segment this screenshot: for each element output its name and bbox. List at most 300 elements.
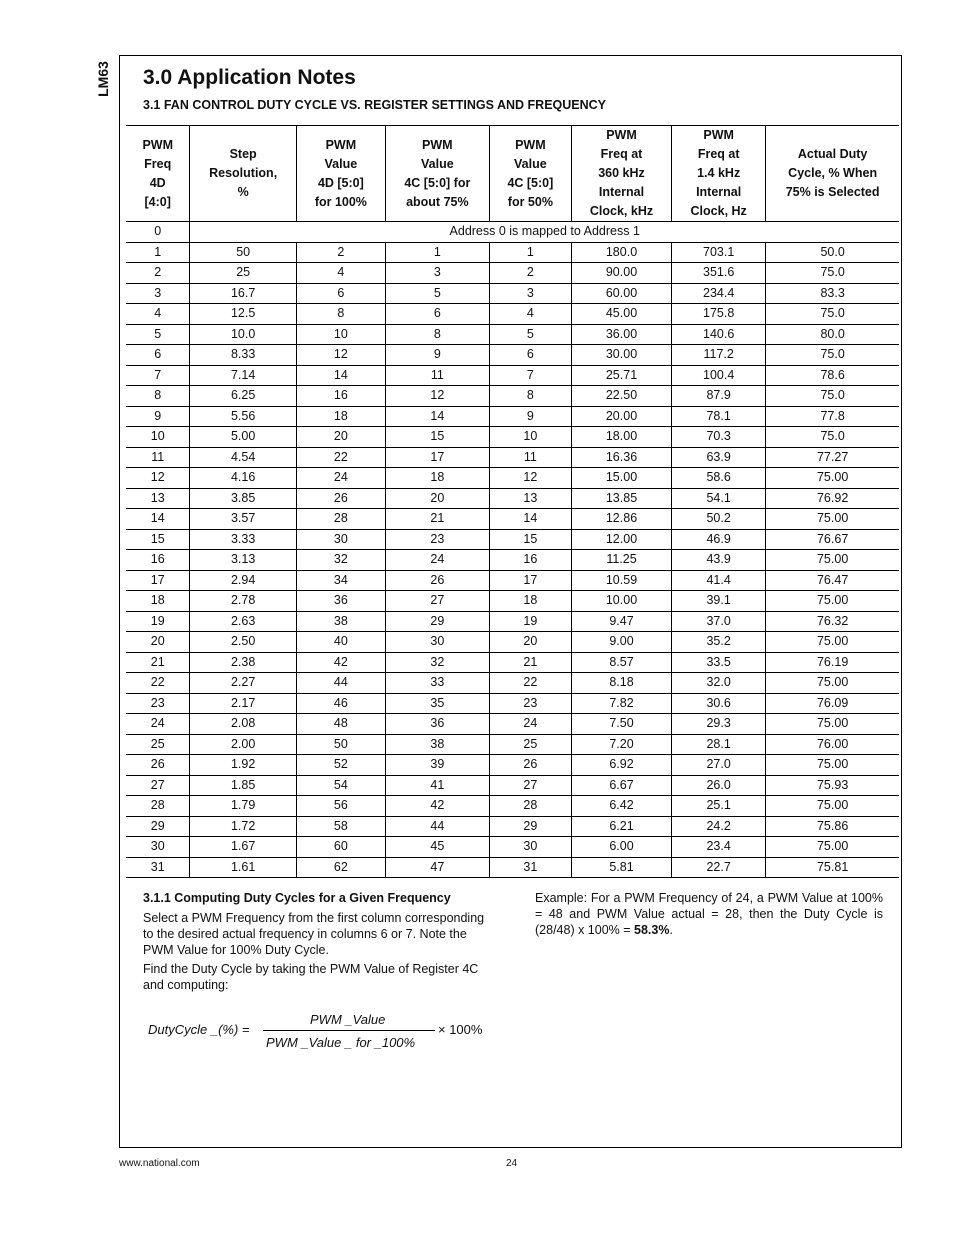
table-cell: 14 <box>385 406 489 427</box>
table-cell: 48 <box>296 714 385 735</box>
table-cell: 22 <box>296 447 385 468</box>
table-cell: 1.72 <box>190 816 296 837</box>
column-header-line: 360 kHz <box>598 166 645 180</box>
table-cell: 12 <box>489 468 571 489</box>
column-header <box>672 126 766 222</box>
table-cell: 90.00 <box>571 263 671 284</box>
table-cell: 75.93 <box>766 775 899 796</box>
table-cell: 2.08 <box>190 714 296 735</box>
column-header-line: Clock, kHz <box>589 204 654 218</box>
column-header-line: [4:0] <box>144 194 171 209</box>
table-cell: 50 <box>296 734 385 755</box>
table-cell: 5.81 <box>571 857 671 878</box>
table-cell: 8.33 <box>190 345 296 366</box>
table-cell: 23 <box>126 693 190 714</box>
table-cell: 7 <box>489 365 571 386</box>
table-cell: 30 <box>296 529 385 550</box>
table-cell: 25 <box>126 734 190 755</box>
table-cell: 16 <box>296 386 385 407</box>
table-cell: 18 <box>489 591 571 612</box>
table-row <box>126 652 899 673</box>
table-row <box>126 816 899 837</box>
table-cell: 24.2 <box>672 816 766 837</box>
table-cell: 50.2 <box>672 509 766 530</box>
table-cell: 30 <box>385 632 489 653</box>
table-row-address-0 <box>126 222 899 243</box>
table-cell: 22.50 <box>571 386 671 407</box>
table-cell: 4 <box>126 304 190 325</box>
table-cell: 3.13 <box>190 550 296 571</box>
table-cell: 39.1 <box>672 591 766 612</box>
column-header-line: about 75% <box>406 194 469 209</box>
table-cell: 14 <box>489 509 571 530</box>
table-cell: 6.21 <box>571 816 671 837</box>
table-cell: 30 <box>126 837 190 858</box>
table-cell: 3 <box>126 283 190 304</box>
table-cell: 16.7 <box>190 283 296 304</box>
table-row <box>126 283 899 304</box>
table-cell: 4.16 <box>190 468 296 489</box>
table-cell: 37.0 <box>672 611 766 632</box>
table-cell: 10 <box>126 427 190 448</box>
table-cell: 6 <box>489 345 571 366</box>
table-cell: 76.47 <box>766 570 899 591</box>
table-cell: 18 <box>296 406 385 427</box>
table-cell: 234.4 <box>672 283 766 304</box>
table-cell: 58 <box>296 816 385 837</box>
table-cell: 15.00 <box>571 468 671 489</box>
section-paragraph-1: Select a PWM Frequency from the first column corresponding to the desired actual frequency in columns 6 or 7. Note the PWM Value for 100% Duty Cycle. <box>143 911 485 957</box>
table-cell: 32 <box>296 550 385 571</box>
table-cell: 23.4 <box>672 837 766 858</box>
table-cell: 29.3 <box>672 714 766 735</box>
table-cell: 175.8 <box>672 304 766 325</box>
section-subtitle: 3.1 FAN CONTROL DUTY CYCLE VS. REGISTER SETTINGS AND FREQUENCY <box>143 98 607 112</box>
table-row <box>126 734 899 755</box>
column-header-line: 75% is Selected <box>785 185 880 199</box>
column-header-line: 4C [5:0] <box>507 175 554 190</box>
table-row <box>126 693 899 714</box>
duty-cycle-table <box>126 125 899 878</box>
table-cell: 8.57 <box>571 652 671 673</box>
table-cell: 7.14 <box>190 365 296 386</box>
column-header-line: Resolution, <box>209 166 278 180</box>
table-cell: 46 <box>296 693 385 714</box>
table-cell: 117.2 <box>672 345 766 366</box>
column-header-line: Freq at <box>600 147 643 161</box>
table-cell: 3 <box>489 283 571 304</box>
table-cell: 140.6 <box>672 324 766 345</box>
table-cell: 26 <box>489 755 571 776</box>
table-cell: 70.3 <box>672 427 766 448</box>
table-cell: 8 <box>385 324 489 345</box>
table-cell: 7.50 <box>571 714 671 735</box>
table-cell: 34 <box>296 570 385 591</box>
table-cell: 38 <box>296 611 385 632</box>
column-header-line: Freq <box>144 156 172 171</box>
table-cell: 63.9 <box>672 447 766 468</box>
table-cell: 21 <box>385 509 489 530</box>
table-row <box>126 550 899 571</box>
table-cell: 15 <box>126 529 190 550</box>
table-cell: 17 <box>489 570 571 591</box>
table-cell: 76.67 <box>766 529 899 550</box>
table-cell: 8.18 <box>571 673 671 694</box>
table-cell: 28 <box>296 509 385 530</box>
table-cell: 12 <box>385 386 489 407</box>
table-cell: 75.00 <box>766 632 899 653</box>
table-cell: 83.3 <box>766 283 899 304</box>
table-cell: 19 <box>489 611 571 632</box>
footer-website: www.national.com <box>119 1158 200 1169</box>
table-cell: 11.25 <box>571 550 671 571</box>
table-cell: 58.6 <box>672 468 766 489</box>
table-cell: 19 <box>126 611 190 632</box>
column-header-line: 1.4 kHz <box>697 166 741 180</box>
table-cell: 75.00 <box>766 673 899 694</box>
table-cell: 28.1 <box>672 734 766 755</box>
table-cell: 3 <box>385 263 489 284</box>
table-cell: 41 <box>385 775 489 796</box>
column-header-line: PWM <box>325 137 357 152</box>
table-cell: 32 <box>385 652 489 673</box>
table-row <box>126 365 899 386</box>
table-cell: 16 <box>489 550 571 571</box>
column-header-line: Value <box>324 156 358 171</box>
table-cell: 33.5 <box>672 652 766 673</box>
table-cell: 24 <box>489 714 571 735</box>
table-cell: 45.00 <box>571 304 671 325</box>
table-cell: 27 <box>385 591 489 612</box>
table-cell: 75.0 <box>766 304 899 325</box>
page-number: 24 <box>506 1158 518 1169</box>
table-cell: 180.0 <box>571 242 671 263</box>
table-cell: 76.32 <box>766 611 899 632</box>
table-cell: 12 <box>296 345 385 366</box>
table-cell: 9 <box>489 406 571 427</box>
table-cell: 18.00 <box>571 427 671 448</box>
table-cell: 76.19 <box>766 652 899 673</box>
example-result: 58.3% <box>634 923 670 937</box>
column-header-line: Freq at <box>697 147 740 161</box>
column-header-line: 4C [5:0] for <box>404 175 471 190</box>
table-cell: 15 <box>489 529 571 550</box>
table-cell: 28 <box>126 796 190 817</box>
example-end: . <box>669 923 673 937</box>
table-cell: 8 <box>126 386 190 407</box>
formula-lhs: DutyCycle _(%) = <box>148 1022 250 1037</box>
table-cell: 1 <box>126 242 190 263</box>
table-cell: 29 <box>126 816 190 837</box>
table-cell: 50 <box>190 242 296 263</box>
table-cell: 8 <box>296 304 385 325</box>
column-header-line: PWM <box>142 137 173 152</box>
table-cell: 2.94 <box>190 570 296 591</box>
table-cell: 3.85 <box>190 488 296 509</box>
table-cell: 35.2 <box>672 632 766 653</box>
table-cell: 2.27 <box>190 673 296 694</box>
table-cell: 9 <box>126 406 190 427</box>
table-row <box>126 632 899 653</box>
table-cell: 11 <box>489 447 571 468</box>
table-cell: 2.17 <box>190 693 296 714</box>
page-title: 3.0 Application Notes <box>143 66 356 89</box>
table-cell: 27 <box>489 775 571 796</box>
formula-rhs: × 100% <box>438 1022 483 1037</box>
table-cell: 6 <box>126 345 190 366</box>
table-row <box>126 529 899 550</box>
table-cell: 1.85 <box>190 775 296 796</box>
table-cell: 22 <box>489 673 571 694</box>
table-cell: 2.00 <box>190 734 296 755</box>
table-cell: 5.56 <box>190 406 296 427</box>
table-cell: 6.92 <box>571 755 671 776</box>
table-cell: 26 <box>126 755 190 776</box>
table-row <box>126 857 899 878</box>
table-row <box>126 570 899 591</box>
table-cell: 87.9 <box>672 386 766 407</box>
table-cell: 11 <box>385 365 489 386</box>
table-cell: 6.42 <box>571 796 671 817</box>
table-cell: 4 <box>489 304 571 325</box>
duty-cycle-formula <box>148 1010 493 1054</box>
table-cell: 60 <box>296 837 385 858</box>
table-cell: 2 <box>296 242 385 263</box>
table-cell: 75.00 <box>766 796 899 817</box>
table-cell: 41.4 <box>672 570 766 591</box>
table-cell: 47 <box>385 857 489 878</box>
table-cell: 35 <box>385 693 489 714</box>
table-cell: 6 <box>296 283 385 304</box>
table-cell: 25.1 <box>672 796 766 817</box>
table-row <box>126 242 899 263</box>
table-cell: 33 <box>385 673 489 694</box>
table-cell: 12.00 <box>571 529 671 550</box>
table-cell: 8 <box>489 386 571 407</box>
table-header-row <box>126 126 899 222</box>
table-cell: 1 <box>489 242 571 263</box>
table-cell: 5 <box>385 283 489 304</box>
table-cell: 7 <box>126 365 190 386</box>
column-header <box>190 126 296 222</box>
table-cell: 10.00 <box>571 591 671 612</box>
table-cell: 75.00 <box>766 468 899 489</box>
column-header-line: for 100% <box>314 194 367 209</box>
column-header <box>766 126 899 222</box>
table-cell: 30 <box>489 837 571 858</box>
table-cell: 56 <box>296 796 385 817</box>
table-cell: 32.0 <box>672 673 766 694</box>
table-row <box>126 591 899 612</box>
table-cell: 6.00 <box>571 837 671 858</box>
column-header <box>126 126 190 222</box>
table-row <box>126 796 899 817</box>
table-cell: 75.00 <box>766 550 899 571</box>
example-paragraph <box>535 890 883 938</box>
table-cell: 25 <box>489 734 571 755</box>
address-note: Address 0 is mapped to Address 1 <box>190 222 899 243</box>
table-cell: 1.92 <box>190 755 296 776</box>
example-text: Example: For a PWM Frequency of 24, a PWM Value at 100% = 48 and PWM Value actual = 28, then the Duty Cycle is (28/48) x 100% = <box>535 891 883 937</box>
table-cell: 78.1 <box>672 406 766 427</box>
table-row <box>126 611 899 632</box>
table-cell: 75.00 <box>766 755 899 776</box>
table-cell: 25.71 <box>571 365 671 386</box>
column-header <box>571 126 671 222</box>
table-cell: 75.00 <box>766 591 899 612</box>
column-header-line: for 50% <box>507 194 553 209</box>
column-header-line: Value <box>514 156 547 171</box>
formula-denominator: PWM _Value _ for _100% <box>266 1035 416 1050</box>
table-cell: 5.00 <box>190 427 296 448</box>
table-cell: 27.0 <box>672 755 766 776</box>
column-header-line: Cycle, % When <box>788 166 878 180</box>
table-cell: 3.57 <box>190 509 296 530</box>
table-row <box>126 447 899 468</box>
table-cell: 40 <box>296 632 385 653</box>
table-cell: 75.0 <box>766 345 899 366</box>
table-cell: 36 <box>385 714 489 735</box>
table-cell: 1.61 <box>190 857 296 878</box>
table-cell: 9.47 <box>571 611 671 632</box>
table-cell: 24 <box>126 714 190 735</box>
table-cell: 45 <box>385 837 489 858</box>
table-cell: 77.8 <box>766 406 899 427</box>
table-cell: 2 <box>126 263 190 284</box>
table-cell: 7.82 <box>571 693 671 714</box>
table-cell: 75.0 <box>766 263 899 284</box>
table-row <box>126 509 899 530</box>
table-cell: 2 <box>489 263 571 284</box>
table-cell: 2.38 <box>190 652 296 673</box>
table-cell: 80.0 <box>766 324 899 345</box>
table-cell: 22 <box>126 673 190 694</box>
table-row <box>126 427 899 448</box>
table-row <box>126 488 899 509</box>
table-cell: 24 <box>385 550 489 571</box>
example-section <box>535 890 883 938</box>
table-row <box>126 714 899 735</box>
table-cell: 13 <box>126 488 190 509</box>
table-cell: 1.79 <box>190 796 296 817</box>
column-header-line: PWM <box>703 128 734 142</box>
table-cell: 20.00 <box>571 406 671 427</box>
table-cell: 10.0 <box>190 324 296 345</box>
column-header-line: Internal <box>598 185 645 199</box>
table-cell: 13.85 <box>571 488 671 509</box>
table-cell: 75.81 <box>766 857 899 878</box>
table-cell: 18 <box>126 591 190 612</box>
table-cell: 16 <box>126 550 190 571</box>
table-cell: 2.50 <box>190 632 296 653</box>
table-row <box>126 263 899 284</box>
table-cell: 78.6 <box>766 365 899 386</box>
table-cell: 1.67 <box>190 837 296 858</box>
table-cell: 75.00 <box>766 714 899 735</box>
table-cell: 27 <box>126 775 190 796</box>
table-cell: 15 <box>385 427 489 448</box>
table-cell: 39 <box>385 755 489 776</box>
table-cell: 0 <box>126 222 190 243</box>
table-cell: 14 <box>296 365 385 386</box>
section-heading: 3.1.1 Computing Duty Cycles for a Given Frequency <box>143 891 451 905</box>
table-cell: 26.0 <box>672 775 766 796</box>
table-cell: 25 <box>190 263 296 284</box>
column-header-line: Internal <box>696 185 742 199</box>
table-cell: 100.4 <box>672 365 766 386</box>
table-cell: 17 <box>385 447 489 468</box>
table-cell: 36 <box>296 591 385 612</box>
column-header-line: Value <box>421 156 454 171</box>
table-row <box>126 324 899 345</box>
table-cell: 42 <box>385 796 489 817</box>
fraction-bar <box>263 1030 435 1031</box>
column-header-line: PWM <box>422 137 453 152</box>
table-cell: 76.09 <box>766 693 899 714</box>
table-cell: 22.7 <box>672 857 766 878</box>
table-cell: 76.92 <box>766 488 899 509</box>
table-row <box>126 406 899 427</box>
column-header-line: 4D [5:0] <box>317 175 364 190</box>
column-header <box>489 126 571 222</box>
table-cell: 21 <box>126 652 190 673</box>
table-row <box>126 304 899 325</box>
table-cell: 31 <box>489 857 571 878</box>
table-cell: 5 <box>126 324 190 345</box>
table-cell: 75.86 <box>766 816 899 837</box>
table-cell: 7.20 <box>571 734 671 755</box>
table-cell: 29 <box>385 611 489 632</box>
column-header <box>385 126 489 222</box>
table-cell: 36.00 <box>571 324 671 345</box>
table-cell: 38 <box>385 734 489 755</box>
table-cell: 52 <box>296 755 385 776</box>
column-header-line: Step <box>229 147 257 161</box>
table-cell: 14 <box>126 509 190 530</box>
table-cell: 75.00 <box>766 837 899 858</box>
table-cell: 6.67 <box>571 775 671 796</box>
column-header-line: 4D <box>149 175 166 190</box>
table-cell: 29 <box>489 816 571 837</box>
table-cell: 16.36 <box>571 447 671 468</box>
table-cell: 6 <box>385 304 489 325</box>
table-cell: 26 <box>296 488 385 509</box>
table-cell: 44 <box>296 673 385 694</box>
table-cell: 75.0 <box>766 427 899 448</box>
section-paragraph-2: Find the Duty Cycle by taking the PWM Value of Register 4C and computing: <box>143 962 479 992</box>
table-cell: 20 <box>296 427 385 448</box>
column-header-line: % <box>237 185 249 199</box>
table-cell: 11 <box>126 447 190 468</box>
table-cell: 351.6 <box>672 263 766 284</box>
computing-section <box>143 890 491 996</box>
table-cell: 26 <box>385 570 489 591</box>
table-cell: 75.00 <box>766 509 899 530</box>
table-cell: 62 <box>296 857 385 878</box>
table-cell: 20 <box>489 632 571 653</box>
table-cell: 23 <box>385 529 489 550</box>
table-cell: 28 <box>489 796 571 817</box>
table-cell: 10 <box>296 324 385 345</box>
part-number: LM63 <box>95 61 111 97</box>
table-row <box>126 837 899 858</box>
column-header-line: PWM <box>515 137 546 152</box>
table-cell: 42 <box>296 652 385 673</box>
table-cell: 13 <box>489 488 571 509</box>
table-cell: 703.1 <box>672 242 766 263</box>
table-cell: 24 <box>296 468 385 489</box>
table-cell: 31 <box>126 857 190 878</box>
